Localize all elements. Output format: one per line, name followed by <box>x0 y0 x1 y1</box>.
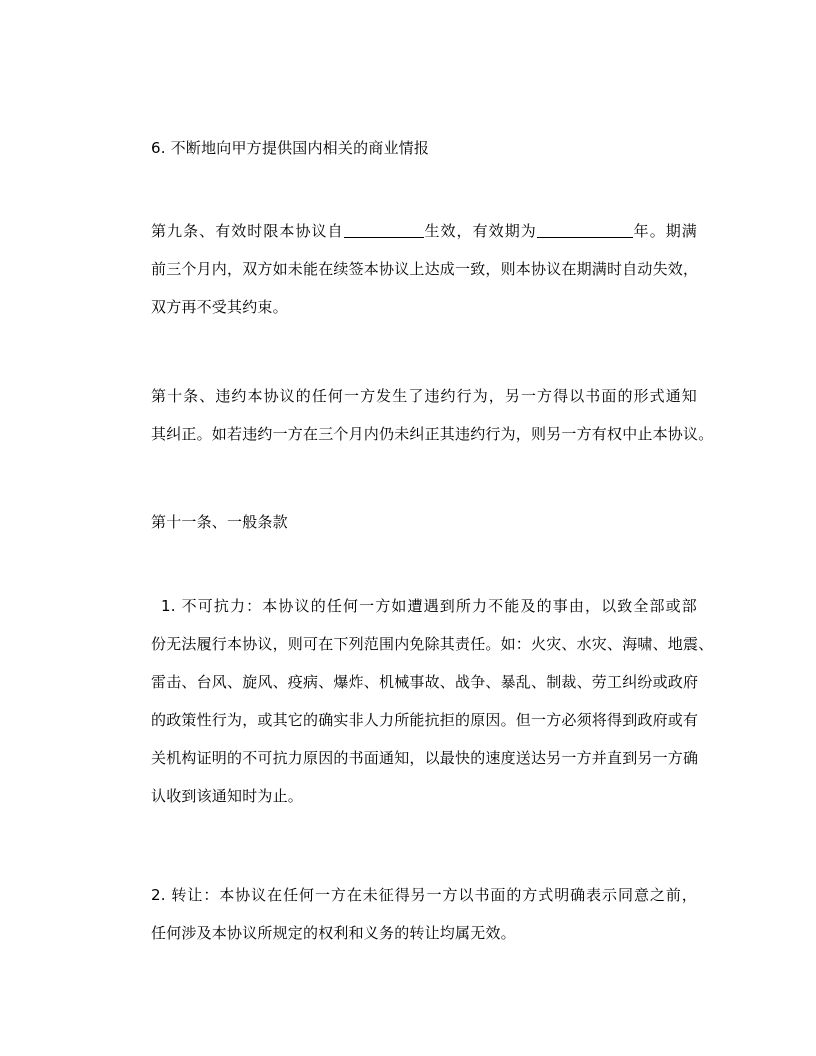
clause-1-paragraph <box>151 587 714 815</box>
article-11-title: 第十一条、一般条款 <box>151 513 288 531</box>
article-9-text-a: 第九条、有效时限本协议自 <box>151 222 344 240</box>
article-9-line-1 <box>151 212 697 250</box>
article-9-line-3: 双方再不受其约束。 <box>151 298 288 316</box>
validity-years-blank <box>537 223 633 238</box>
item-6-paragraph <box>151 129 697 167</box>
clause-2-line-2: 任何涉及本协议所规定的权利和义务的转让均属无效。 <box>151 924 516 942</box>
clause-1-line-4: 的政策性行为，或其它的确实非人力所能抗拒的原因。但一方必须将得到政府或有 <box>151 711 699 729</box>
clause-2-paragraph <box>151 876 697 952</box>
article-9-text-c: 年。期满 <box>632 222 697 240</box>
clause-1-line-2: 份无法履行本协议，则可在下列范围内免除其责任。如：火灾、水灾、海啸、地震、 <box>151 635 714 653</box>
article-9-text-b: 生效，有效期为 <box>423 222 537 240</box>
clause-1-line-5: 关机构证明的不可抗力原因的书面通知，以最快的速度送达另一方并直到另一方确 <box>151 749 699 767</box>
clause-1-line-1: 1. 不可抗力：本协议的任何一方如遭遇到所力不能及的事由，以致全部或部 <box>161 597 697 615</box>
article-10-line-2: 其纠正。如若违约一方在三个月内仍未纠正其违约行为，则另一方有权中止本协议。 <box>151 425 714 443</box>
clause-2-line-1: 2. 转让：本协议在任何一方在未征得另一方以书面的方式明确表示同意之前， <box>151 886 697 904</box>
item-6-text: 6. 不断地向甲方提供国内相关的商业情报 <box>151 139 430 157</box>
article-9-line-2: 前三个月内，双方如未能在续签本协议上达成一致，则本协议在期满时自动失效， <box>151 260 699 278</box>
article-9-paragraph <box>151 212 697 326</box>
article-11-heading <box>151 503 697 541</box>
clause-1-line-6: 认收到该通知时为止。 <box>151 787 304 805</box>
article-10-paragraph <box>151 377 714 453</box>
article-10-line-1: 第十条、违约本协议的任何一方发生了违约行为，另一方得以书面的形式通知 <box>151 387 697 405</box>
effective-date-blank <box>344 223 424 238</box>
clause-1-line-3: 雷击、台风、旋风、疫病、爆炸、机械事故、战争、暴乱、制裁、劳工纠纷或政府 <box>151 673 699 691</box>
